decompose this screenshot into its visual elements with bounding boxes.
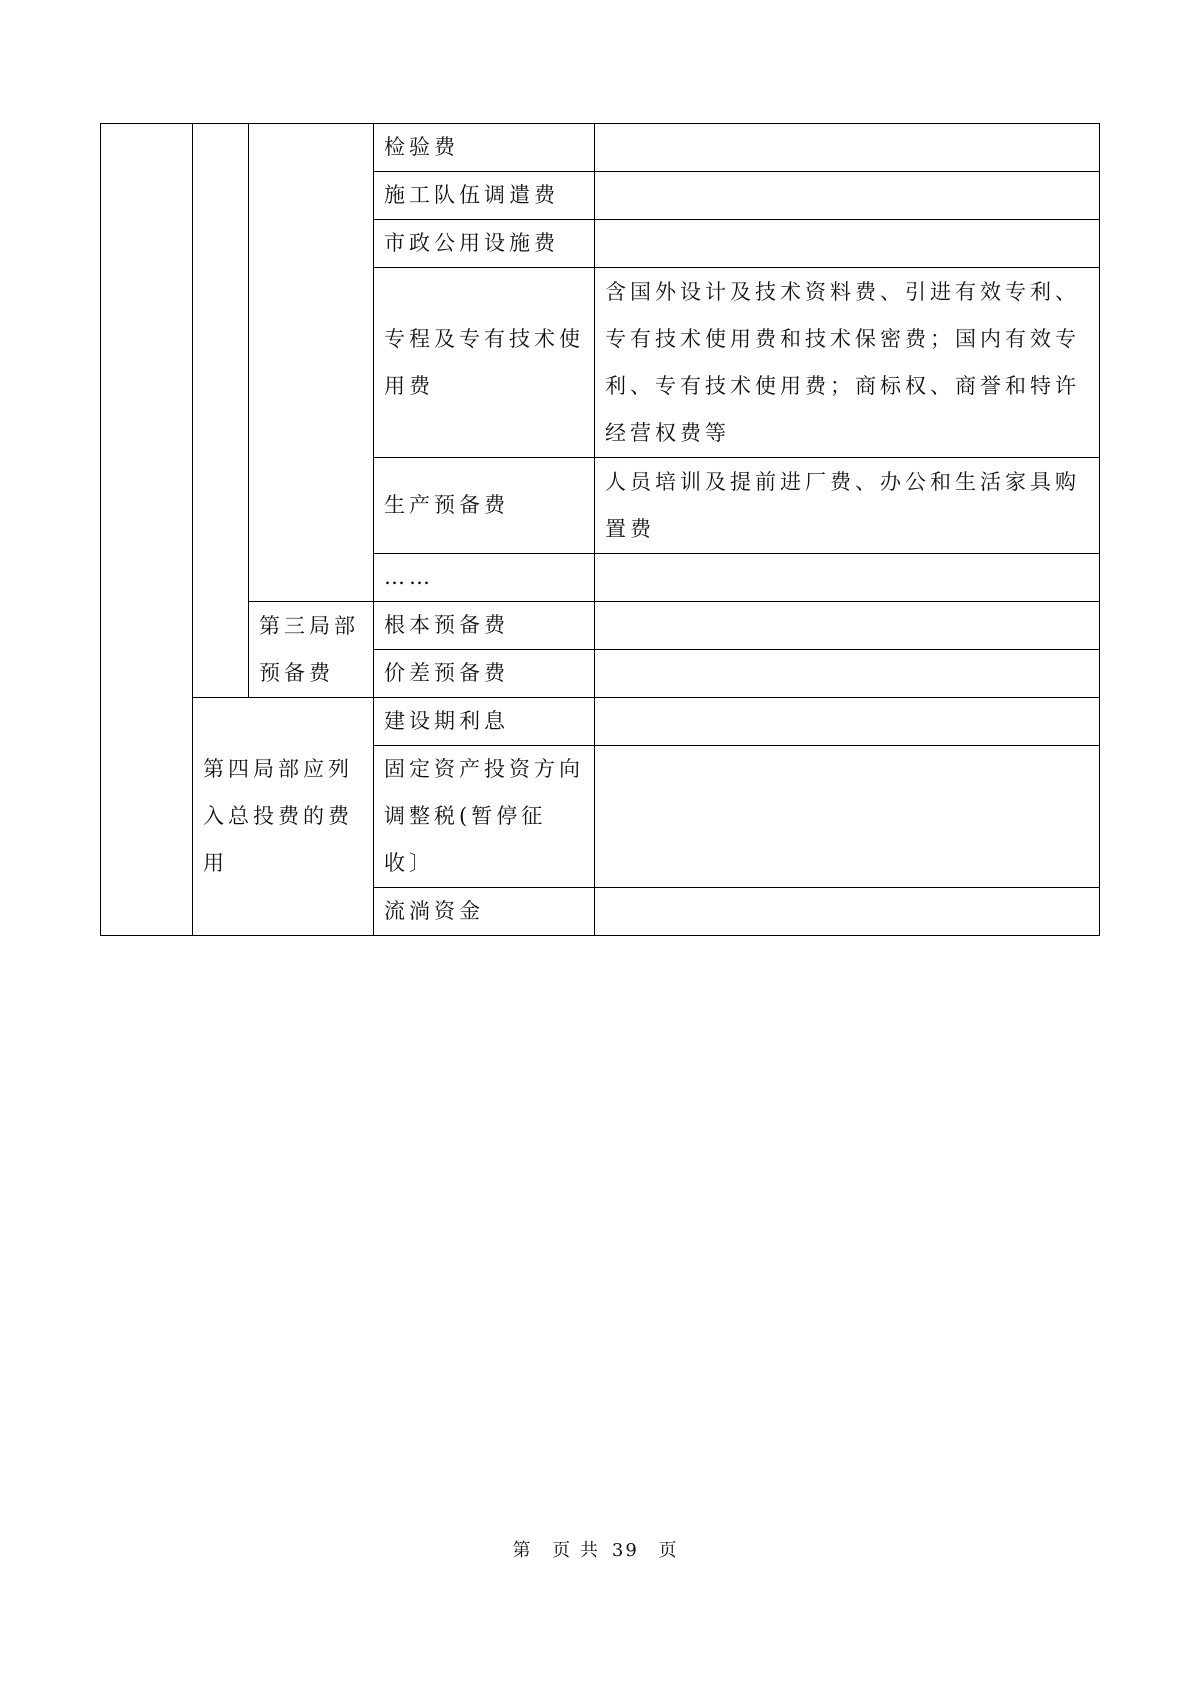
note-cell: 含国外设计及技术资料费、引进有效专利、专有技术使用费和技术保密费；国内有效专利、专有技术使用费；商标权、商誉和特许经营权费等 — [595, 268, 1100, 458]
note-cell — [595, 888, 1100, 936]
item-cell: 流淌资金 — [374, 888, 595, 936]
item-cell: …… — [374, 554, 595, 602]
note-cell — [595, 746, 1100, 888]
item-cell: 检验费 — [374, 124, 595, 172]
item-cell: 根本预备费 — [374, 602, 595, 650]
group-cell-part4: 第四局部应列入总投费的费用 — [193, 698, 374, 936]
footer-suffix: 页 — [658, 1540, 679, 1561]
item-cell: 专程及专有技术使用费 — [374, 268, 595, 458]
note-cell — [595, 698, 1100, 746]
item-cell: 建设期利息 — [374, 698, 595, 746]
note-cell — [595, 650, 1100, 698]
note-cell — [595, 602, 1100, 650]
item-cell: 市政公用设施费 — [374, 220, 595, 268]
note-cell — [595, 172, 1100, 220]
footer-middle: 页 共 — [552, 1540, 600, 1561]
item-cell: 生产预备费 — [374, 458, 595, 554]
group-cell-part3: 第三局部预备费 — [249, 602, 374, 698]
item-cell: 施工队伍调遣费 — [374, 172, 595, 220]
cost-table — [100, 123, 1100, 936]
footer-total-pages: 39 — [611, 1540, 639, 1561]
item-cell: 固定资产投资方向调整税(暂停征收〕 — [374, 746, 595, 888]
category-cell-level2 — [193, 124, 249, 698]
category-cell-level1 — [101, 124, 193, 936]
note-cell — [595, 124, 1100, 172]
note-cell — [595, 554, 1100, 602]
item-cell: 价差预备费 — [374, 650, 595, 698]
category-cell-level3 — [249, 124, 374, 602]
footer-prefix: 第 — [512, 1540, 533, 1561]
page-footer — [0, 1536, 1191, 1562]
note-cell: 人员培训及提前进厂费、办公和生活家具购置费 — [595, 458, 1100, 554]
note-cell — [595, 220, 1100, 268]
